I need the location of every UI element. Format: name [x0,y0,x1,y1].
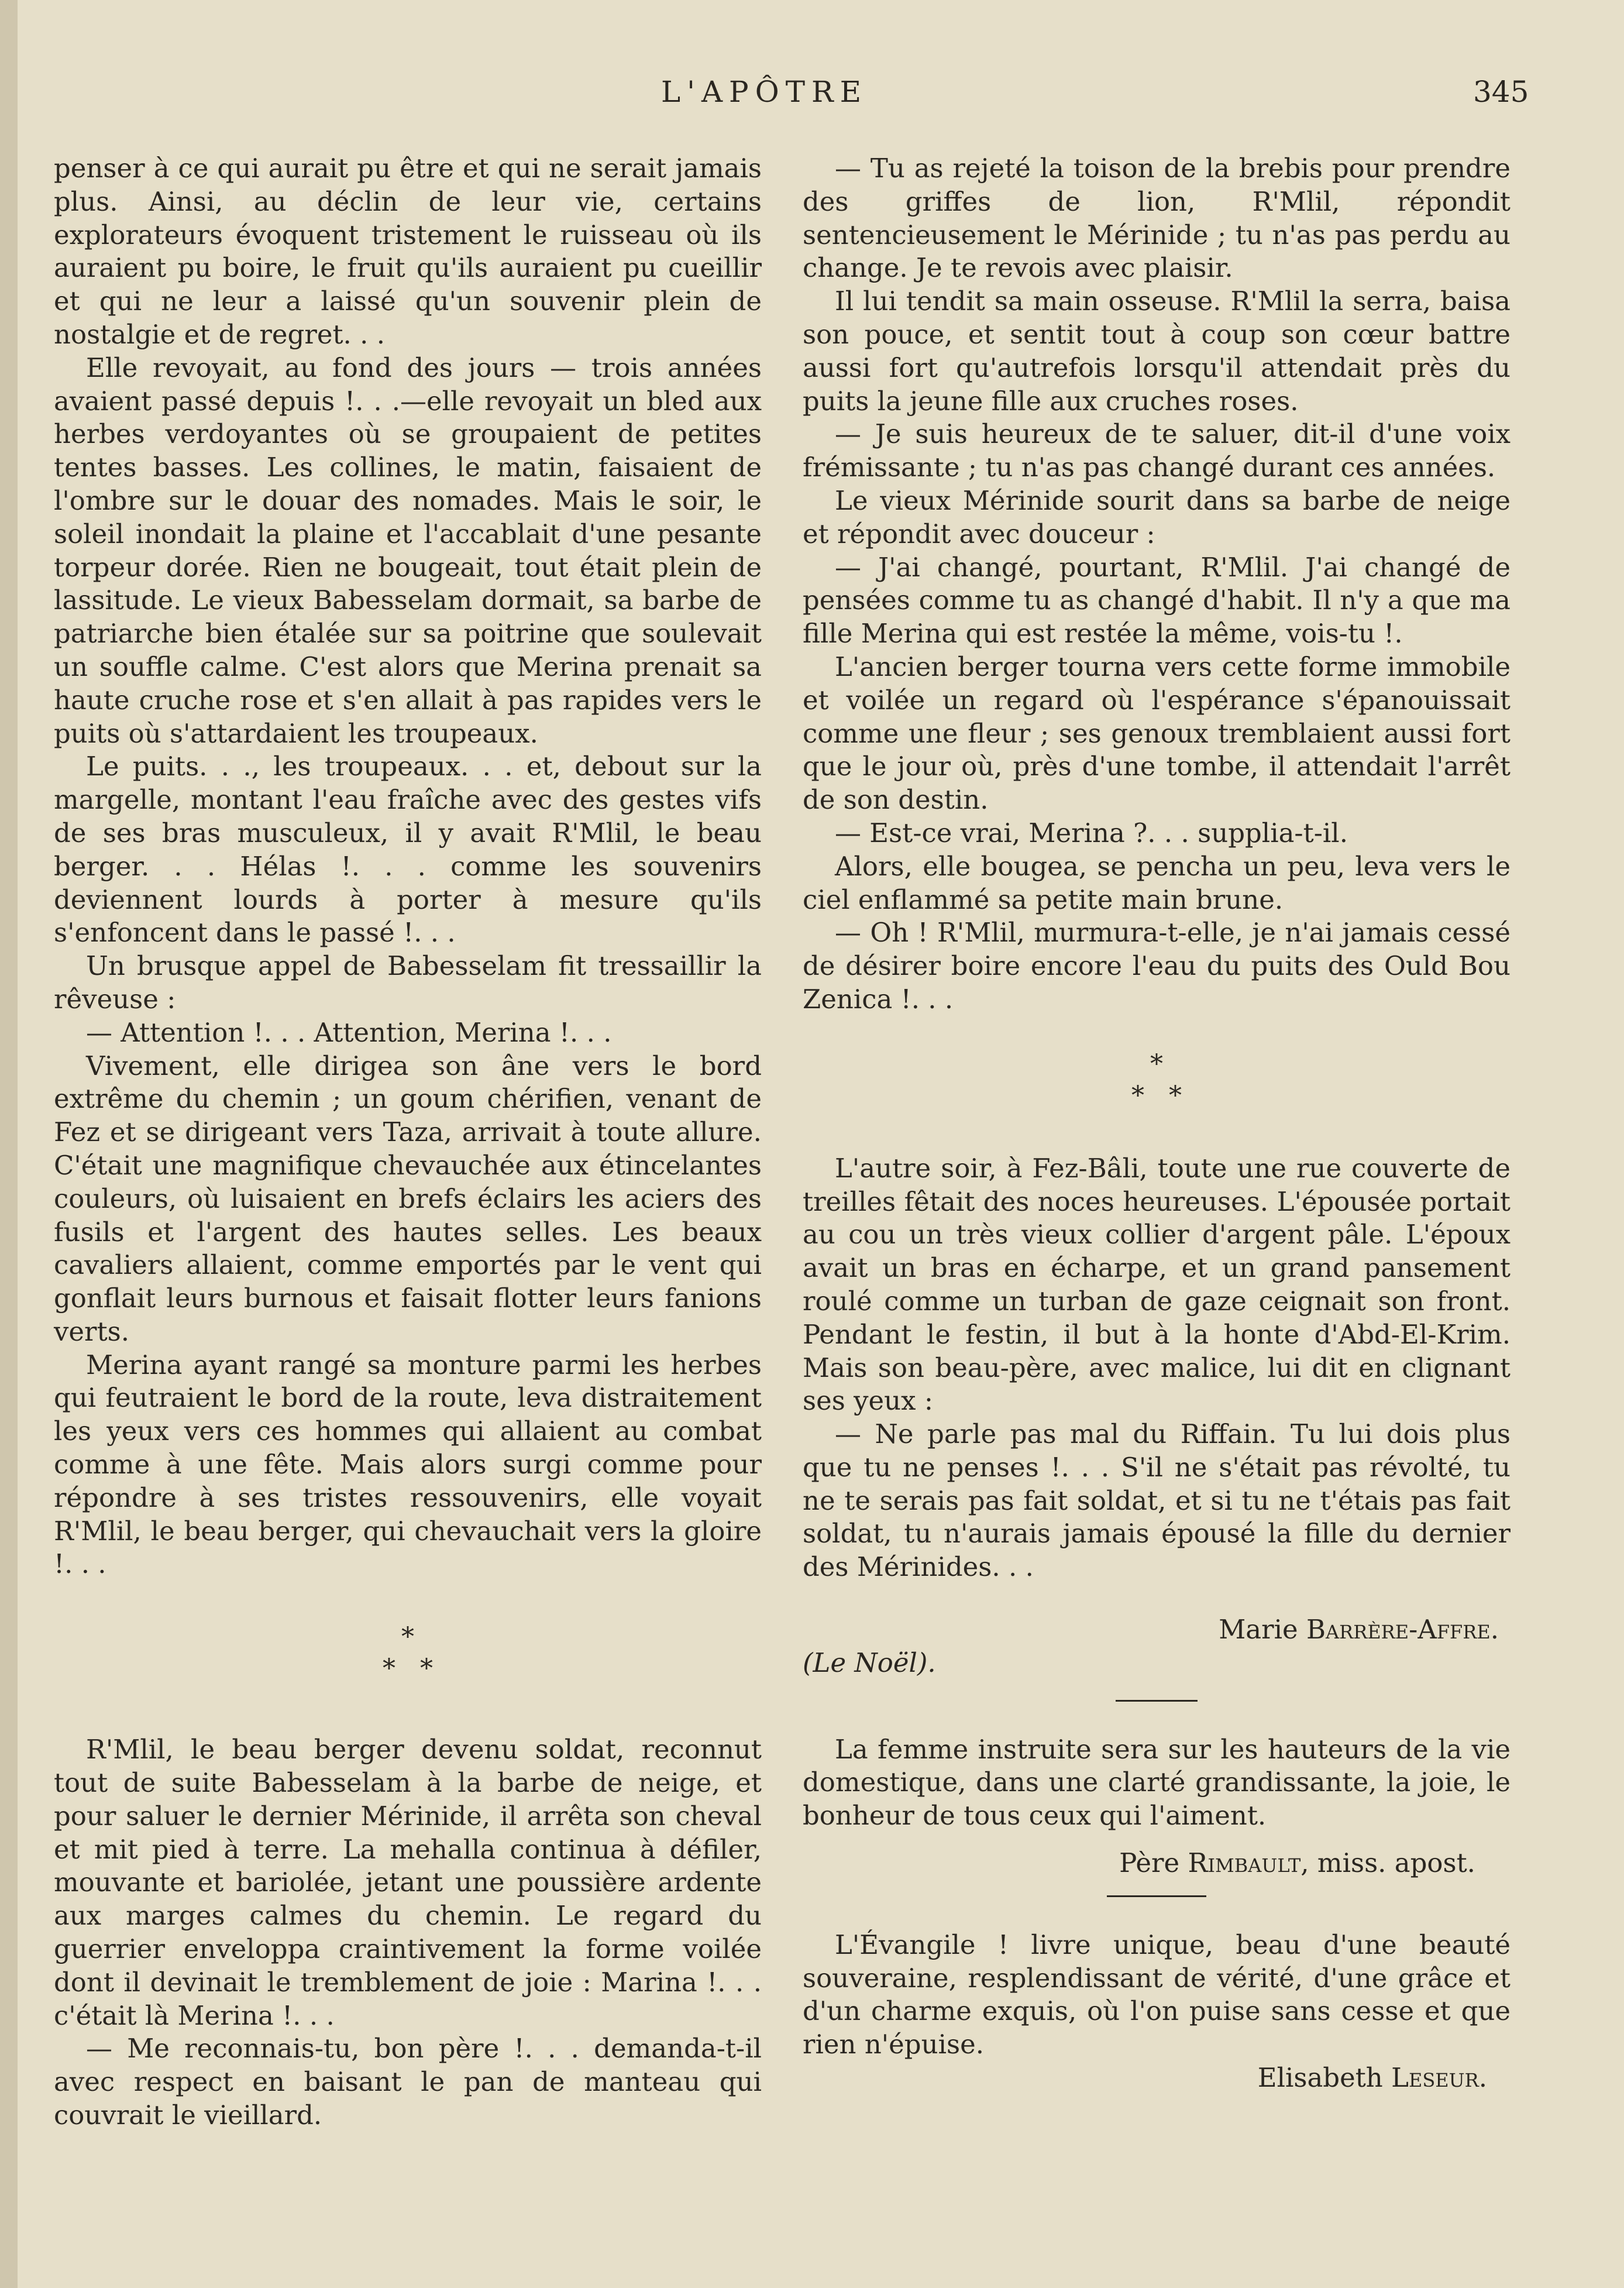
dialogue-line: — J'ai changé, pourtant, R'Mlil. J'ai changé de pensées comme tu as changé d'habit. Il n'y a que ma fille Merina qui est restée la même, vois-tu !. [803,551,1511,650]
running-title: L'APÔTRE [661,75,868,109]
author-last-name: Leseur. [1391,2062,1487,2094]
page-number: 345 [1473,75,1529,109]
author-last-name: Rimbault, [1188,1847,1309,1879]
dialogue-line: — Me reconnais-tu, bon père !. . . demanda-t-il avec respect en baisant le pan de manteau qui couvrait le vieillard. [54,2033,762,2131]
author-signature [803,1847,1511,1880]
quote: L'Évangile ! livre unique, beau d'une beauté souveraine, resplendissant de vérité, d'une grâce et d'un charme exquis, où l'on puise sans cesse et que rien n'épuise. [803,1929,1511,2060]
right-column [803,152,1511,2095]
dialogue-line: — Est-ce vrai, Merina ?. . . supplia-t-il. [835,817,1348,848]
left-column [54,152,762,2132]
paragraph: L'ancien berger tourna vers cette forme immobile et voilée un regard où l'espérance s'épanouissait comme une fleur ; ses genoux tremblaient aussi fort que le jour où, près d'une tombe, il attendait l'arrêt de son destin. [803,651,1511,816]
paragraph: Il lui tendit sa main osseuse. R'Mlil la serra, baisa son pouce, et sentit tout à coup son cœur battre aussi fort qu'autrefois lorsqu'il attendait près du puits la jeune fille aux cruches roses. [803,286,1511,417]
paragraph: L'autre soir, à Fez-Bâli, toute une rue couverte de treilles fêtait des noces heureuses. L'épousée portait au cou un très vieux collier d'argent pâle. L'époux avait un bras en écharpe, et un grand pansement roulé comme un turban de gaze ceignait son front. Pendant le festin, il but à la honte d'Abd-El-Krim. Mais son beau-père, avec malice, lui dit en clignant ses yeux : [803,1152,1511,1417]
author-signature [803,2062,1511,2095]
paragraph: Le puits. . ., les troupeaux. . . et, debout sur la margelle, montant l'eau fraîche avec des gestes vifs de ses bras musculeux, il y avait R'Mlil, le beau berger. . . Hélas !. . . comme les souvenirs deviennent lourds à porter à mesure qu'ils s'enfoncent dans le passé !. . . [54,751,762,949]
section-break [803,1048,1511,1111]
paragraph: R'Mlil, le beau berger devenu soldat, reconnut tout de suite Babesselam à la barbe de neige, et pour saluer le dernier Mérinide, il arrêta son cheval et mit pied à terre. La mehalla continua à défiler, mouvante et bariolée, jetant une poussière ardente aux marges calmes du chemin. Le regard du guerrier enveloppa craintivement la forme voilée dont il devinait le tremblement de joie : Marina !. . . c'était là Merina !. . . [54,1734,762,2031]
dialogue-line: — Attention !. . . Attention, Merina !. . . [86,1016,612,1048]
section-break [54,1621,762,1684]
section-break-star: * [401,1622,414,1653]
separator-rule [1107,1895,1206,1897]
dialogue-line: — Ne parle pas mal du Riffain. Tu lui dois plus que tu ne penses !. . . S'il ne s'était pas révolté, tu ne te serais pas fait soldat, et si tu ne t'étais pas fait soldat, tu n'aurais jamais épousé la fille du dernier des Mérinides. . . [803,1418,1511,1583]
paragraph: penser à ce qui aurait pu être et qui ne serait jamais plus. Ainsi, au déclin de leur vie, certains explorateurs évoquent tristement le ruisseau où ils auraient pu boire, le fruit qu'ils auraient pu cueillir et qui ne leur a laissé qu'un souvenir plein de nostalgie et de regret. . . [54,153,762,350]
section-break-stars: * * [1131,1080,1182,1111]
author-suffix: miss. apost. [1317,1847,1475,1879]
section-break-stars: * * [383,1654,433,1684]
source-citation: (Le Noël). [803,1647,936,1678]
paragraph: Alors, elle bougea, se pencha un peu, leva vers le ciel enflammé sa petite main brune. [803,850,1511,915]
author-signature [803,1613,1511,1647]
dialogue-line: — Je suis heureux de te saluer, dit-il d'une voix frémissante ; tu n'as pas changé durant ces années. [803,418,1511,483]
paragraph: Le vieux Mérinide sourit dans sa barbe de neige et répondit avec douceur : [803,485,1511,549]
paragraph: Un brusque appel de Babesselam fit tressaillir la rêveuse : [54,950,762,1015]
page-edge [0,0,18,2288]
separator-rule [1116,1700,1198,1702]
author-last-name: Barrère-Affre. [1306,1614,1499,1645]
author-first-name: Marie [1219,1614,1298,1645]
author-first-name: Elisabeth [1257,2062,1383,2094]
paragraph: Vivement, elle dirigea son âne vers le bord extrême du chemin ; un goum chérifien, venant de Fez et se dirigeant vers Taza, arrivait à toute allure. C'était une magnifique chevauchée aux étincelantes couleurs, où luisaient en brefs éclairs les aciers des fusils et l'argent des hautes selles. Les beaux cavaliers allaient, comme emportés par le vent qui gonflait leurs burnous et faisait flotter leurs fanions verts. [54,1050,762,1347]
section-break-star: * [1150,1049,1163,1079]
paragraph: Merina ayant rangé sa monture parmi les herbes qui feutraient le bord de la route, leva distraitement les yeux vers ces hommes qui allaient au combat comme à une fête. Mais alors surgi comme pour répondre à ses tristes ressouvenirs, elle voyait R'Mlil, le beau berger, qui chevauchait vers la gloire !. . . [54,1349,762,1580]
paragraph: Elle revoyait, au fond des jours — trois années avaient passé depuis !. . .—elle revoyait un bled aux herbes verdoyantes où se groupaient de petites tentes basses. Les collines, le matin, faisaient de l'ombre sur le douar des nomades. Mais le soir, le soleil inondait la plaine et l'accablait d'une pesante torpeur dorée. Rien ne bougeait, tout était plein de lassitude. Le vieux Babesselam dormait, sa barbe de patriarche bien étalée sur sa poitrine que soulevait un souffle calme. C'est alors que Merina prenait sa haute cruche rose et s'en allait à pas rapides vers le puits où s'attardaient les troupeaux. [54,352,762,749]
dialogue-line: — Oh ! R'Mlil, murmura-t-elle, je n'ai jamais cessé de désirer boire encore l'eau du puits des Ould Bou Zenica !. . . [803,917,1511,1015]
quote: La femme instruite sera sur les hauteurs de la vie domestique, dans une clarté grandissante, la joie, le bonheur de tous ceux qui l'aiment. [803,1733,1511,1832]
dialogue-line: — Tu as rejeté la toison de la brebis pour prendre des griffes de lion, R'Mlil, répondit sentencieusement le Mérinide ; tu n'as pas perdu au change. Je te revois avec plaisir. [803,153,1511,284]
author-first-name: Père [1119,1847,1180,1879]
